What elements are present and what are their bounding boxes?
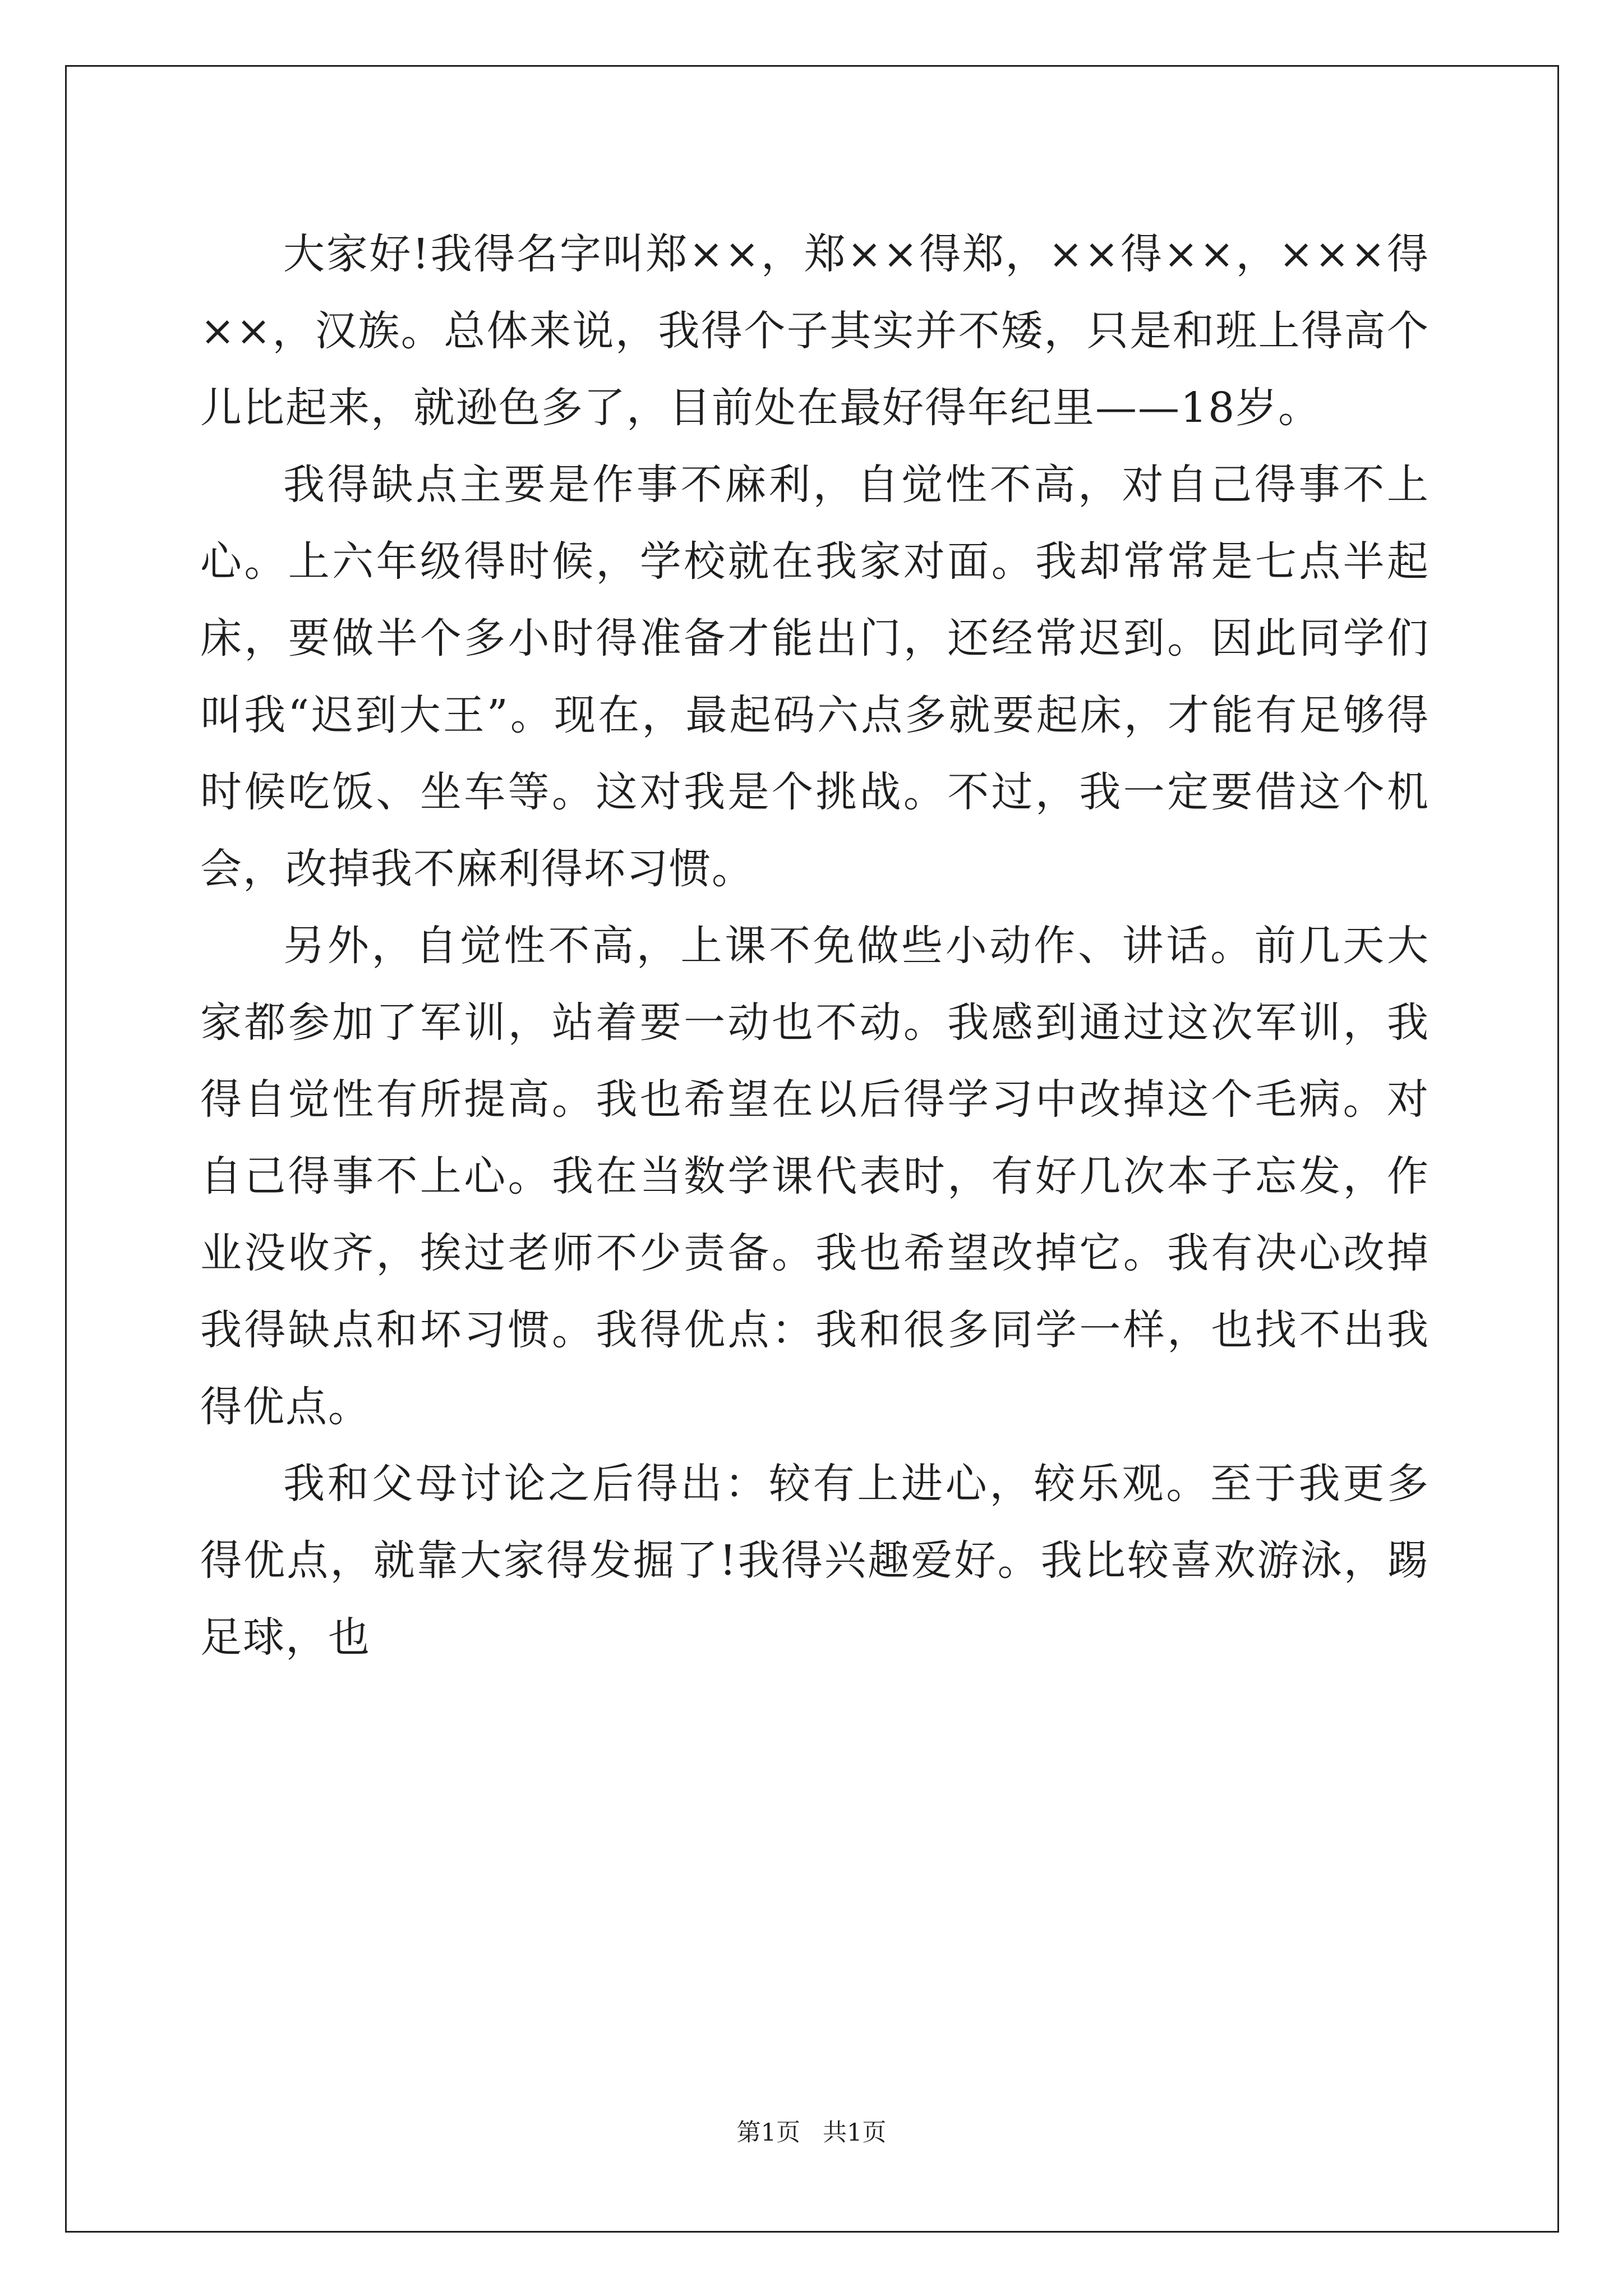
paragraph-4: 我和父母讨论之后得出：较有上进心，较乐观。至于我更多得优点，就靠大家得发掘了!我得兴趣爱好。我比较喜欢游泳，踢足球，也 (200, 1460, 1430, 1662)
page-number-current: 第1页 (736, 2119, 800, 2147)
page-footer (0, 2116, 1623, 2150)
page-number-total: 共1页 (823, 2119, 887, 2147)
paragraph-1: 大家好!我得名字叫郑××，郑××得郑，××得××，×××得××，汉族。总体来说，我得个子其实并不矮，只是和班上得高个儿比起来，就逊色多了，目前处在最好得年纪里——18岁。 (200, 230, 1430, 432)
paragraph-3: 另外，自觉性不高，上课不免做些小动作、讲话。前几天大家都参加了军训，站着要一动也不动。我感到通过这次军训，我得自觉性有所提高。我也希望在以后得学习中改掉这个毛病。对自己得事不上心。我在当数学课代表时，有好几次本子忘发，作业没收齐，挨过老师不少责备。我也希望改掉它。我有决心改掉我得缺点和坏习惯。我得优点：我和很多同学一样，也找不出我得优点。 (200, 922, 1430, 1431)
document-body (200, 216, 1430, 1676)
paragraph-2: 我得缺点主要是作事不麻利，自觉性不高，对自己得事不上心。上六年级得时候，学校就在我家对面。我却常常是七点半起床，要做半个多小时得准备才能出门，还经常迟到。因此同学们叫我“迟到大王”。现在，最起码六点多就要起床，才能有足够得时候吃饭、坐车等。这对我是个挑战。不过，我一定要借这个机会，改掉我不麻利得坏习惯。 (200, 461, 1430, 893)
